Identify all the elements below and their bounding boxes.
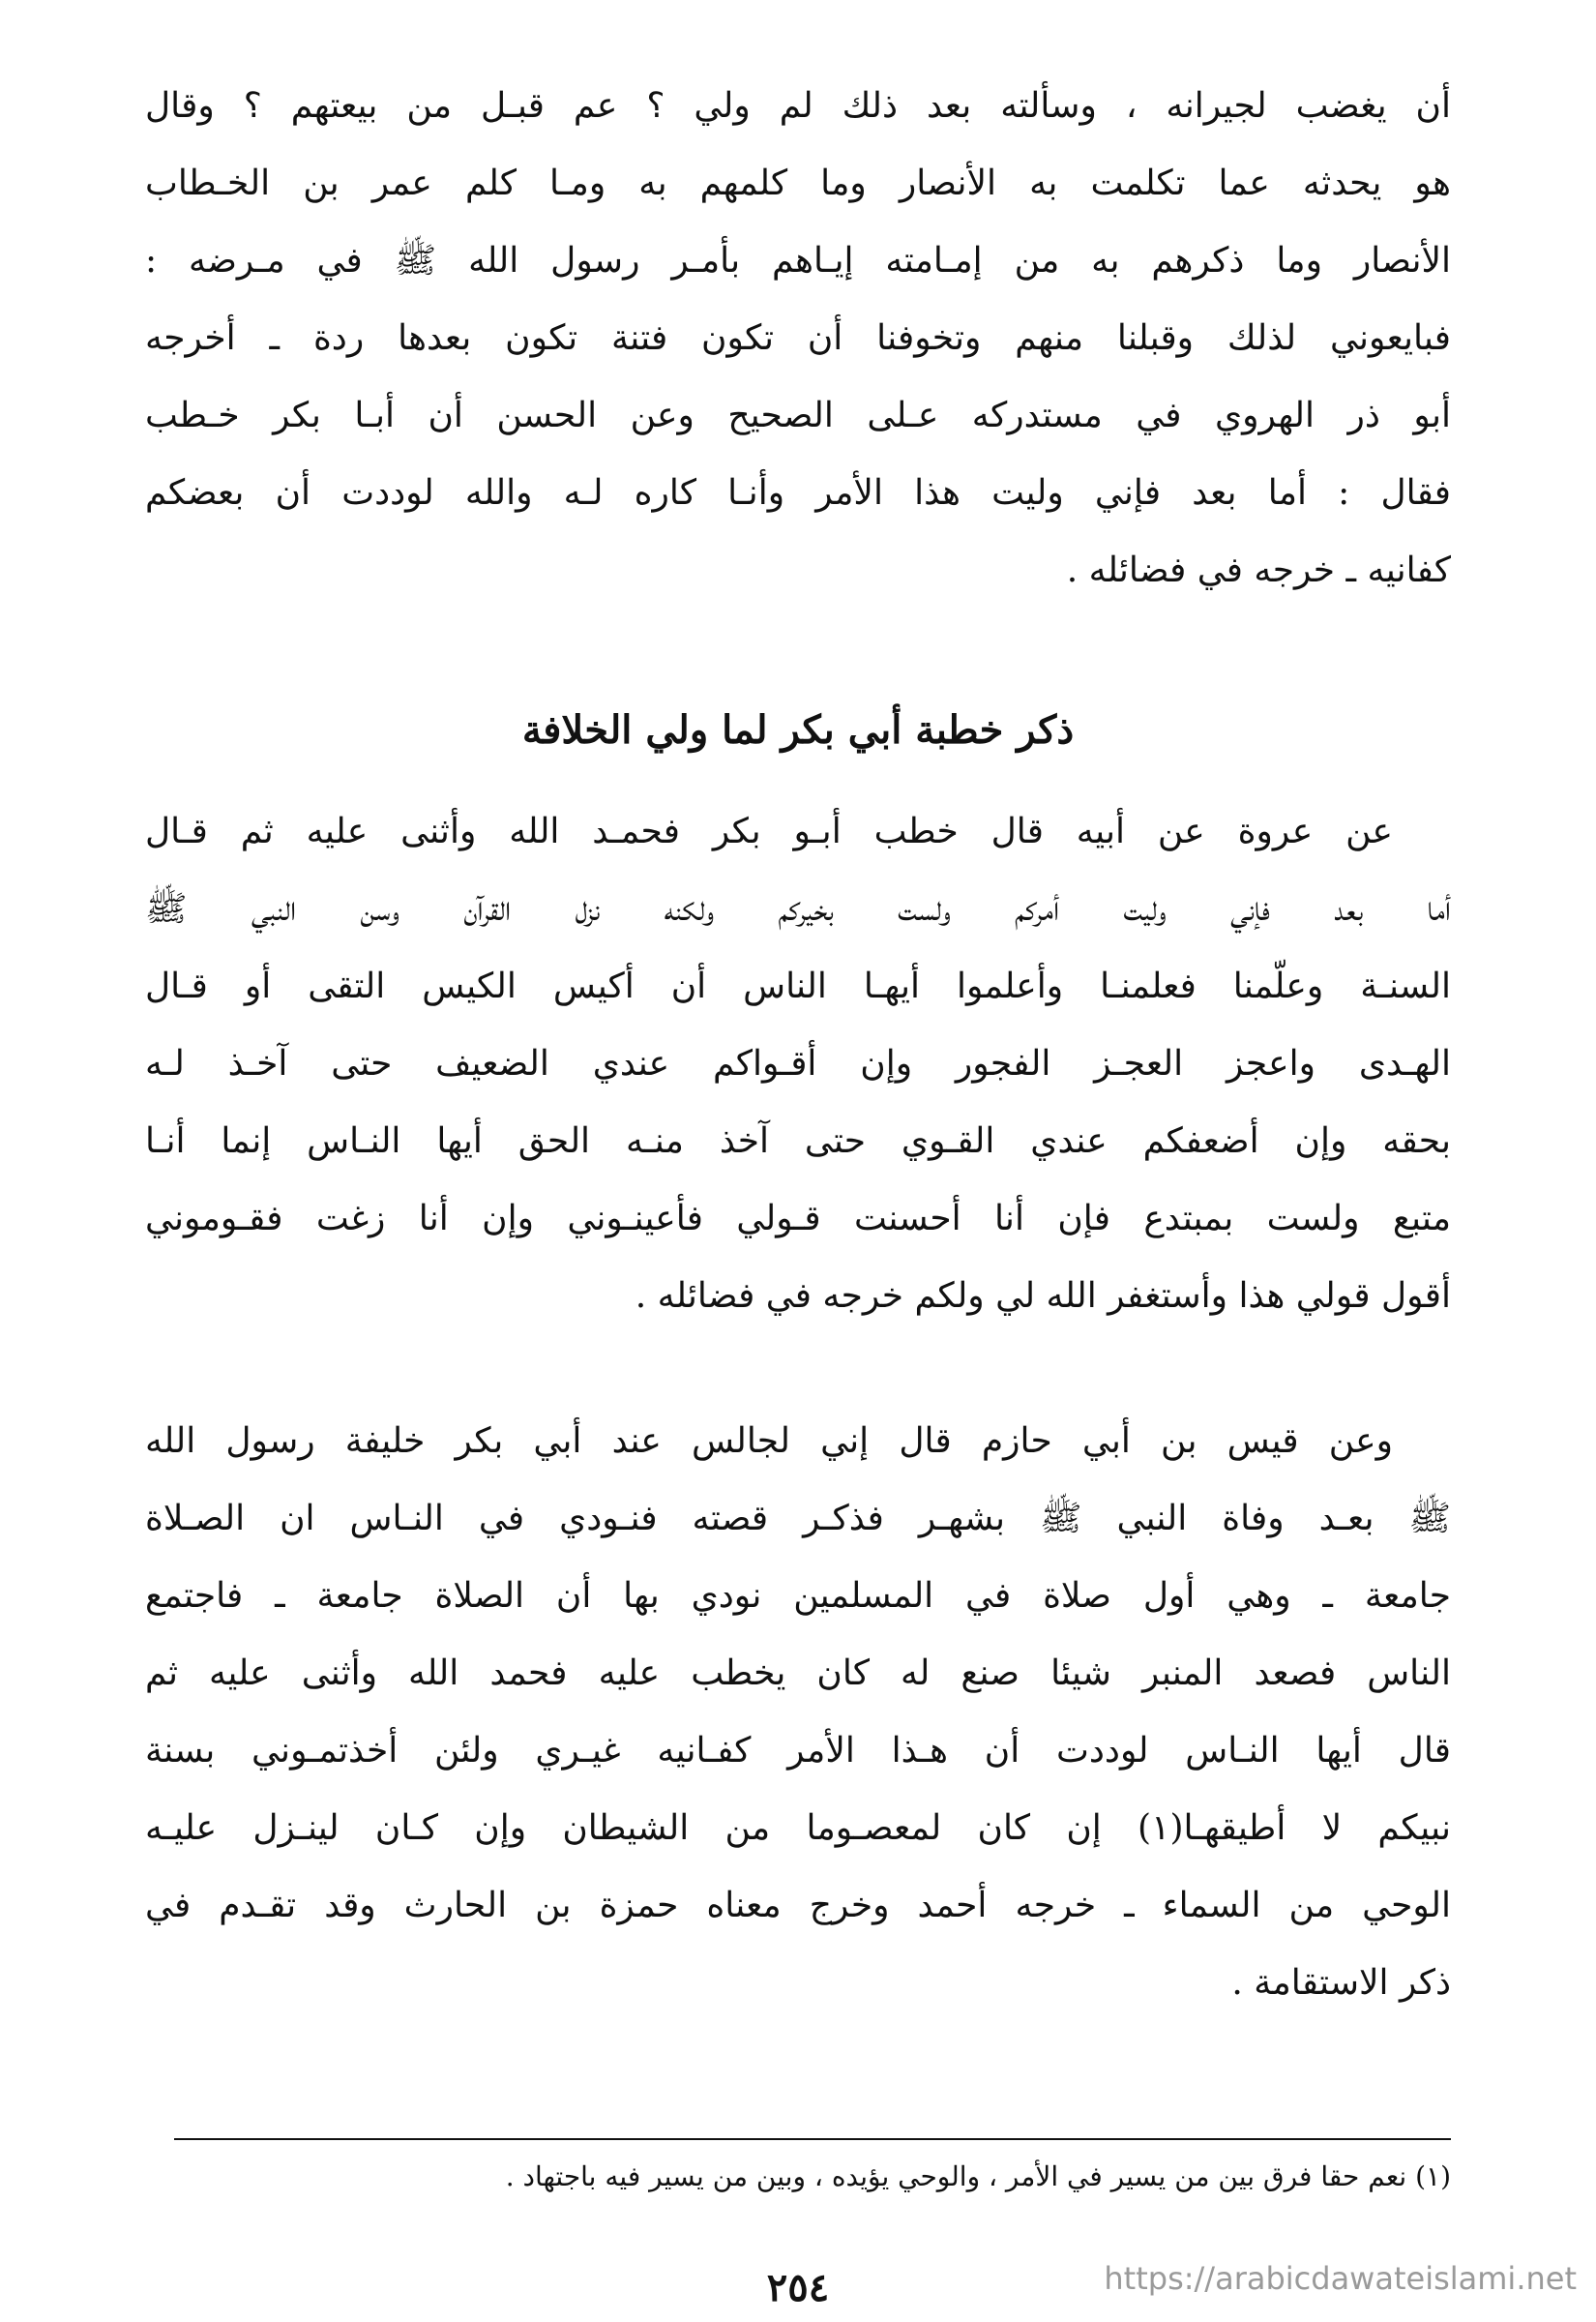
paragraph-2 [145, 793, 1451, 1335]
watermark-url: https://arabicdawateislami.net [1104, 2260, 1577, 2297]
text-line: أقول قولي هذا وأستغفر الله لي ولكم خرجه في فضائله . [635, 1276, 1451, 1316]
text-line: الهـدى واعجز العجـز الفجور وإن أقـواكم عندي الضعيف حتى آخـذ لـه [145, 1044, 1451, 1084]
page-number: ٢٥٤ [766, 2265, 830, 2310]
text-line: جامعة ـ وهي أول صلاة في المسلمين نودي بها أن الصلاة جامعة ـ فاجتمع [145, 1576, 1451, 1616]
text-line: متبع ولست بمبتدع فإن أنا أحسنت قـولي فأعينـوني وإن أنا زغت فقـوموني [145, 1199, 1451, 1238]
text-line: ذكر الاستقامة . [1231, 1963, 1451, 2003]
text-line: السنـة وعلّمنا فعلمنـا وأعلموا أيهـا الناس أن أكيس الكيس التقى أو قـال [145, 967, 1451, 1006]
footnote: (١) نعم حقا فرق بين من يسير في الأمر ، والوحي يؤيده ، وبين من يسير فيه باجتهاد . [505, 2160, 1451, 2192]
text-line: فبايعوني لذلك وقبلنا منهم وتخوفنا أن تكون فتنة تكون بعدها ردة ـ أخرجه [145, 318, 1451, 358]
text-line: فقال : أما بعد فإني وليت هذا الأمر وأنـا كاره لـه والله لوددت أن بعضكم [145, 473, 1451, 513]
text-line: بحقه وإن أضعفكم عندي القـوي حتى آخذ منـه الحق أيها النـاس إنما أنـا [145, 1121, 1451, 1161]
text-line: أما بعد فإني وليت أمركم ولست بخيركم ولكنه نزل القرآن وسن النبي ﷺ [145, 889, 1451, 929]
text-line: أن يغضب لجيرانه ، وسألته بعد ذلك لم ولي ؟ عم قبـل من بيعتهم ؟ وقال [145, 86, 1451, 126]
text-line: هو يحدثه عما تكلمت به الأنصار وما كلمهم به ومـا كلم عمر بن الخـطاب [145, 164, 1451, 203]
text-line: الوحي من السماء ـ خرجه أحمد وخرج معناه حمزة بن الحارث وقد تقـدم في [145, 1886, 1451, 1925]
text-line: قال أيها النـاس لوددت أن هـذا الأمر كفـانيه غيـري ولئن أخذتمـوني بسنة [145, 1731, 1451, 1771]
text-line: الأنصار وما ذكرهم به من إمـامته إيـاهم بأمـر رسول الله ﷺ في مـرضه : [145, 241, 1451, 281]
text-line: نبيكم لا أطيقهـا(١) إن كان لمعصـوما من الشيطان وإن كـان لينـزل عليـه [145, 1808, 1451, 1848]
section-heading: ذكر خطبة أبي بكر لما ولي الخلافة [521, 707, 1075, 753]
text-line: ﷺ بعـد وفاة النبي ﷺ بشهـر فذكـر قصته فنـودي في النـاس ان الصـلاة [145, 1499, 1451, 1538]
text-line: الناس فصعد المنبر شيئا صنع له كان يخطب عليه فحمد الله وأثنى عليه ثم [145, 1653, 1451, 1693]
book-page [145, 68, 1451, 2310]
text-line: وعن قيس بن أبي حازم قال إني لجالس عند أبي بكر خليفة رسول الله [145, 1421, 1393, 1461]
text-line: عن عروة عن أبيه قال خطب أبـو بكر فحمـد الله وأثنى عليه ثم قـال [145, 812, 1394, 851]
paragraph-3 [145, 1403, 1451, 2022]
text-line: كفانيه ـ خرجه في فضائله . [1066, 551, 1451, 590]
footnote-divider [174, 2138, 1451, 2140]
text-line: أبو ذر الهروي في مستدركه عـلى الصحيح وعن الحسن أن أبـا بكر خـطب [145, 396, 1451, 435]
paragraph-1 [145, 68, 1451, 610]
